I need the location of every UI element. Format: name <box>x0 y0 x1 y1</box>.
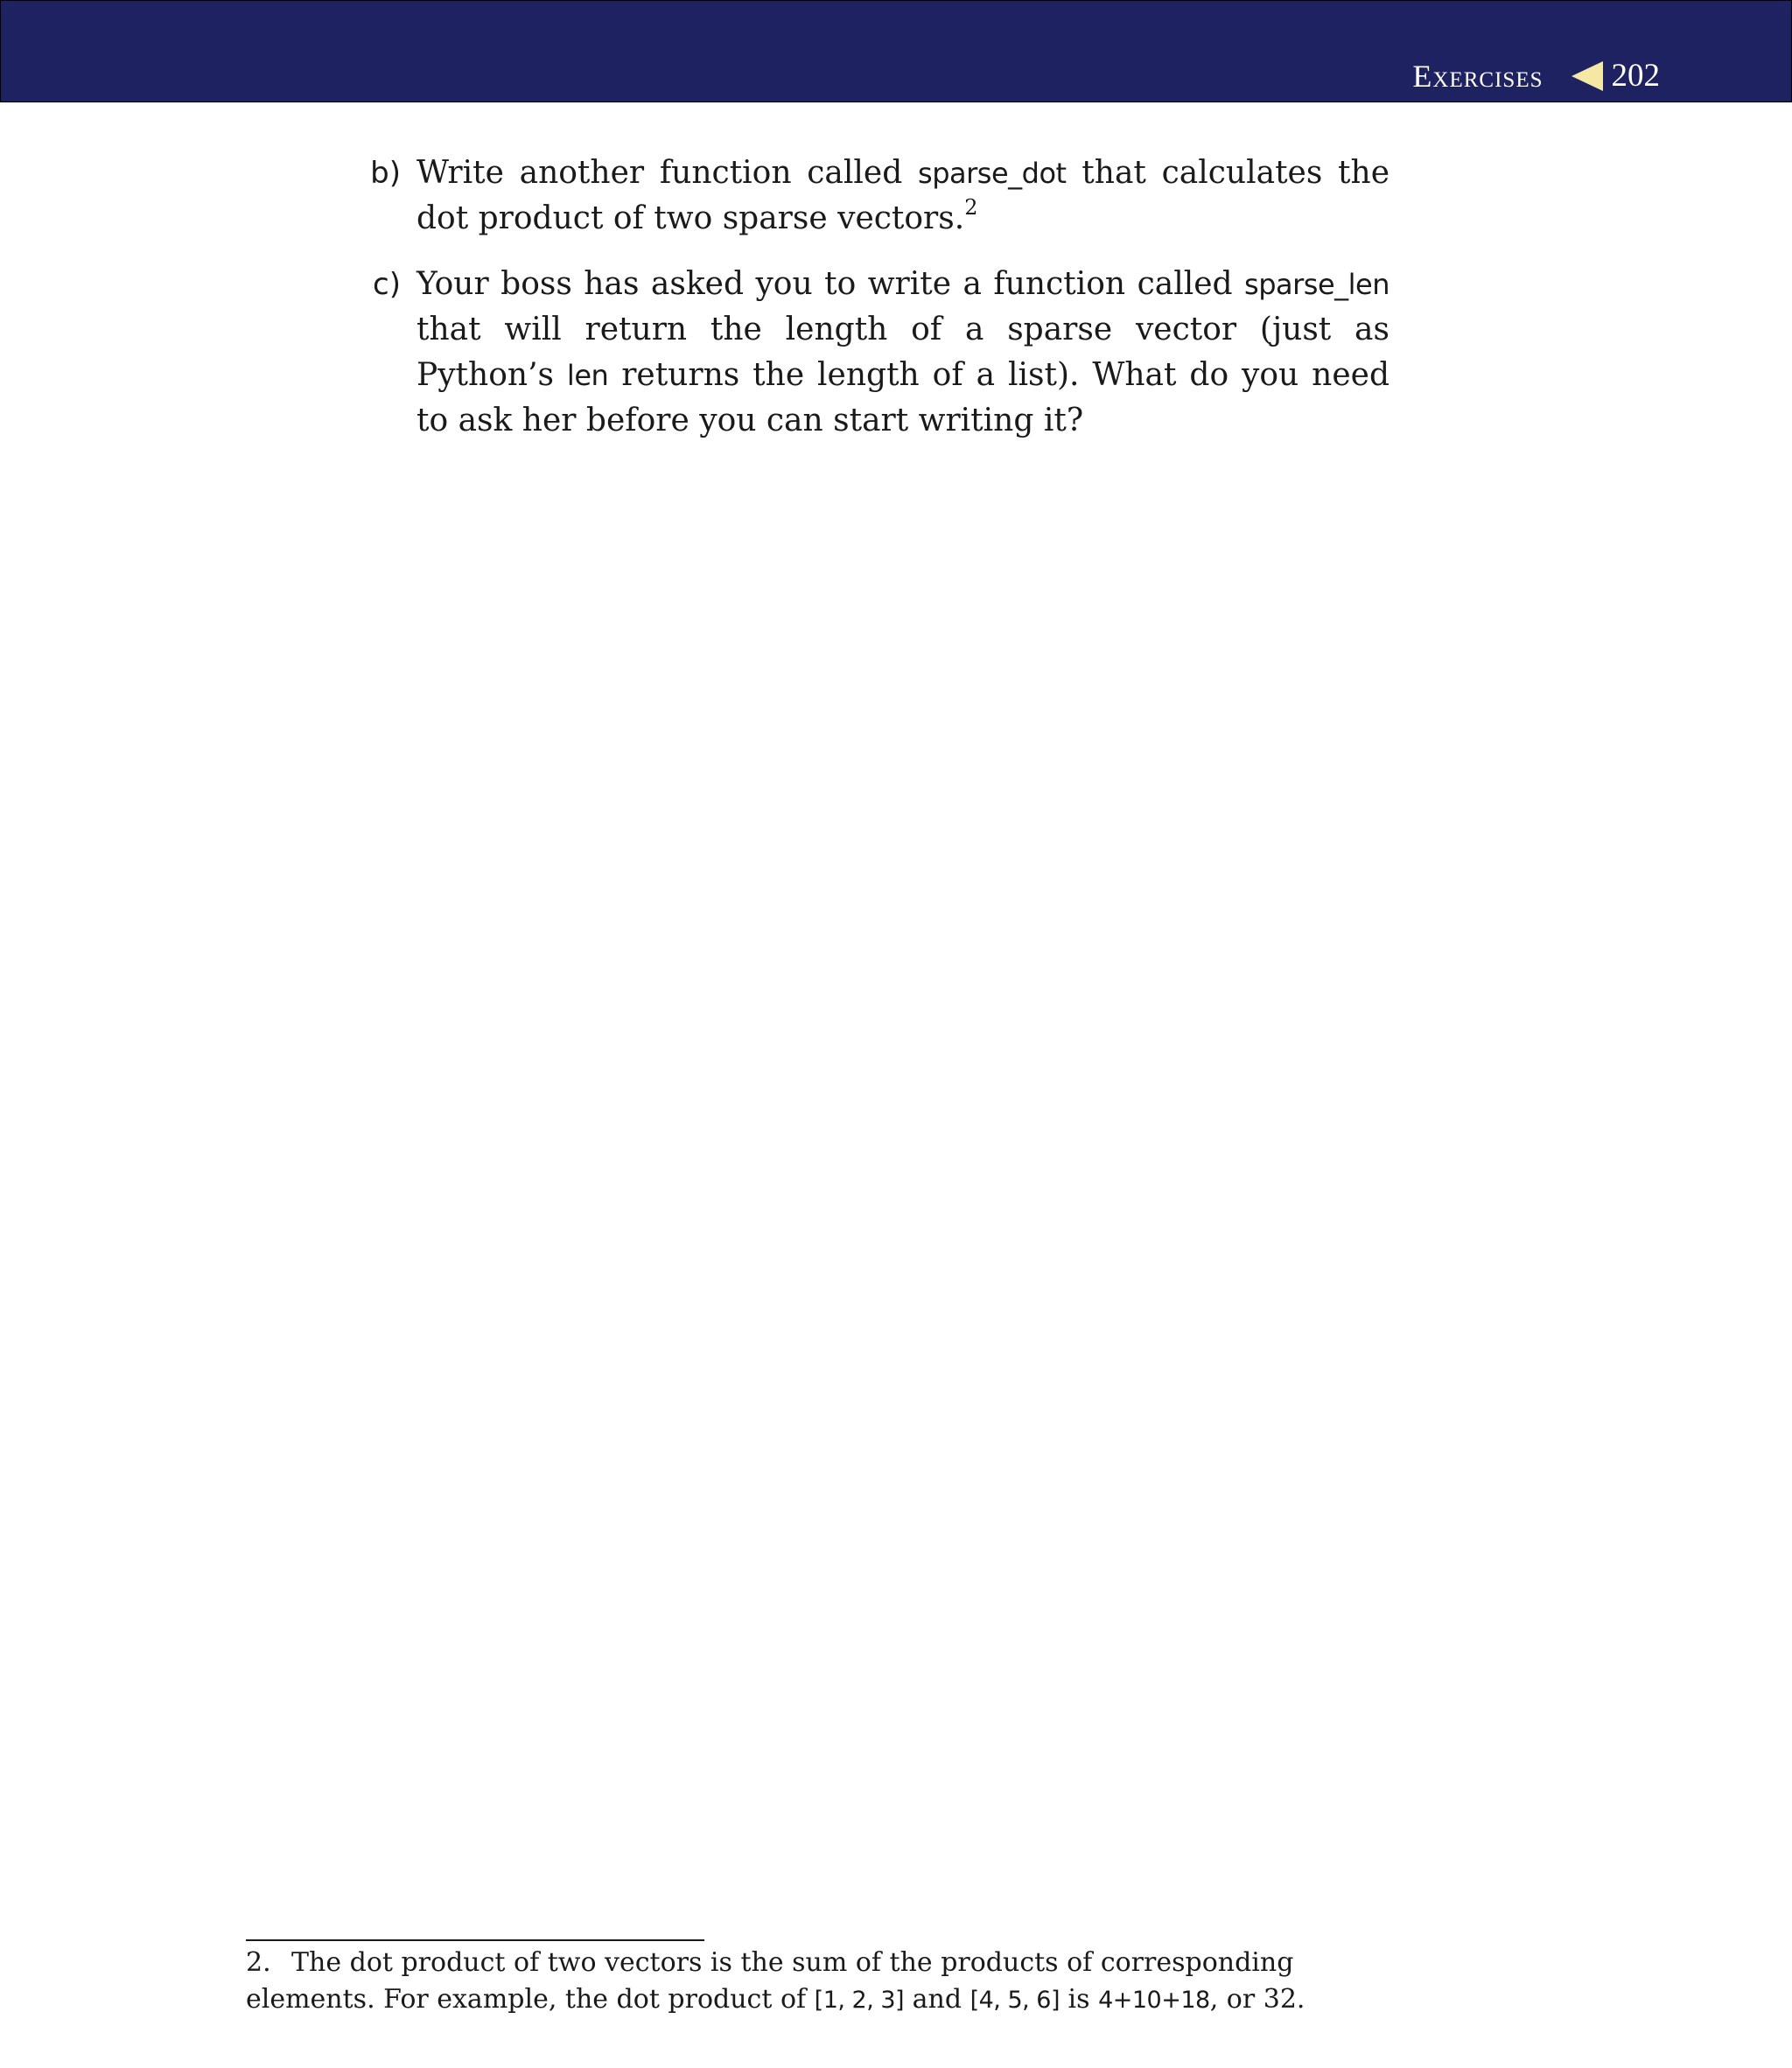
page-number: 202 <box>1611 58 1660 94</box>
exercise-item-b <box>350 151 1390 242</box>
footnote-text: and <box>904 1984 970 2015</box>
footnote-text: The dot product of two vectors is the sum of the products of corresponding elements. For example, the dot product of <box>246 1947 1294 2015</box>
footnote-text: , or 32. <box>1209 1984 1306 2015</box>
footnote-number: 2. <box>246 1947 271 1978</box>
code-vector-b: [4, 5, 6] <box>970 1987 1060 2014</box>
code-sparse-len: sparse_len <box>1244 268 1390 301</box>
code-vector-a: [1, 2, 3] <box>814 1987 905 2014</box>
exercise-list <box>350 151 1390 464</box>
code-sum: 4+10+18 <box>1098 1987 1210 2014</box>
exercise-text <box>416 151 1390 242</box>
text-run: Your boss has asked you to write a function called <box>416 266 1245 302</box>
text-run: that will return the length of a sparse vector (just as Python’s <box>416 312 1390 393</box>
exercise-text <box>416 262 1390 444</box>
exercise-item-c <box>350 262 1390 444</box>
text-run: Write another function called <box>416 155 919 191</box>
text-run: returns the length of a list). What do you need to ask her before you can start writing it? <box>416 357 1390 438</box>
code-sparse-dot: sparse_dot <box>918 157 1067 190</box>
section-title: Exercises <box>1412 58 1544 94</box>
exercise-label: b) <box>370 156 401 191</box>
footnote-divider <box>246 1939 704 1941</box>
running-header <box>0 0 1792 102</box>
footnote <box>246 1945 1390 2019</box>
footnote-ref[interactable]: 2 <box>964 195 978 220</box>
text-run: that calculates the dot product of two sparse vectors. <box>416 155 1390 236</box>
previous-page-arrow-icon[interactable] <box>1572 61 1603 91</box>
code-len: len <box>566 359 609 392</box>
header-nav <box>1412 57 1660 95</box>
exercise-label: c) <box>373 267 401 302</box>
footnote-text: is <box>1060 1984 1099 2015</box>
